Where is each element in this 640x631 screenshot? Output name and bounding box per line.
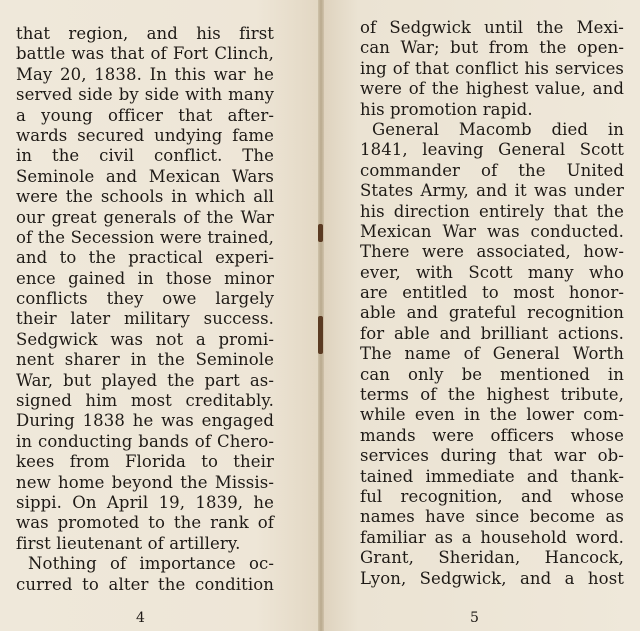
text-line: ful recognition, and whose [360, 486, 624, 506]
text-line: wards secured undying fame [16, 125, 274, 145]
text-line: first lieutenant of artillery. [16, 533, 241, 553]
text-line: were of the highest value, and [360, 79, 624, 99]
text-line: nent sharer in the Seminole [16, 350, 274, 370]
text-line: The name of General Worth [360, 344, 624, 364]
text-line: battle was that of Fort Clinch, [16, 44, 274, 64]
text-line: curred to alter the condition [16, 574, 274, 594]
text-line: Seminole and Mexican Wars [16, 166, 274, 186]
text-line: were the schools in which all [16, 187, 274, 207]
text-line: General Macomb died in [372, 119, 624, 139]
text-line: that region, and his first [16, 24, 274, 43]
page-number-right: 5 [470, 610, 479, 626]
text-line: conflicts they owe largely [16, 289, 274, 309]
text-line: able and grateful recognition [360, 303, 624, 323]
right-page-text [360, 18, 624, 589]
text-line: his promotion rapid. [360, 99, 533, 119]
text-line: was promoted to the rank of [16, 513, 274, 533]
text-line: mands were officers whose [360, 425, 624, 445]
page-number-left: 4 [136, 610, 145, 626]
text-line: ing of that conflict his services [360, 58, 624, 78]
text-line: new home beyond the Missis- [16, 472, 274, 492]
text-line: tained immediate and thank- [360, 466, 624, 486]
text-line: sippi. On April 19, 1839, he [16, 492, 274, 512]
text-line: can War; but from the open- [360, 38, 624, 58]
text-line: of Sedgwick until the Mexi- [360, 18, 624, 37]
right-page [320, 0, 640, 631]
text-line: their later military success. [16, 309, 274, 329]
text-line: commander of the United [360, 160, 624, 180]
text-line: Lyon, Sedgwick, and a host [360, 568, 624, 588]
text-line: for able and brilliant actions. [360, 323, 624, 343]
text-line: May 20, 1838. In this war he [16, 64, 274, 84]
text-line: signed him most creditably. [16, 391, 274, 411]
text-line: ever, with Scott many who [360, 262, 624, 282]
text-line: There were associated, how- [360, 242, 624, 262]
text-line: States Army, and it was under [360, 181, 624, 201]
left-page-text [16, 24, 274, 595]
text-line: names have since become as [360, 507, 624, 527]
text-line: ence gained in those minor [16, 268, 274, 288]
binding-stitch-mark [318, 224, 323, 242]
text-line: Grant, Sheridan, Hancock, [360, 548, 624, 568]
text-line: kees from Florida to their [16, 452, 274, 472]
text-line: Sedgwick was not a promi- [16, 329, 274, 349]
text-line: War, but played the part as- [16, 370, 274, 390]
text-line: of the Secession were trained, [16, 227, 274, 247]
text-line: in the civil conflict. The [16, 146, 274, 166]
text-line: a young officer that after- [16, 105, 274, 125]
text-line: services during that war ob- [360, 446, 624, 466]
text-line: familiar as a household word. [360, 527, 624, 547]
text-line: terms of the highest tribute, [360, 385, 624, 405]
text-line: During 1838 he was engaged [16, 411, 274, 431]
text-line: his direction entirely that the [360, 201, 624, 221]
text-line: and to the practical experi- [16, 248, 274, 268]
text-line: 1841, leaving General Scott [360, 140, 624, 160]
text-line: in conducting bands of Chero- [16, 431, 274, 451]
text-line: Mexican War was conducted. [360, 221, 624, 241]
text-line: our great generals of the War [16, 207, 274, 227]
text-line: Nothing of importance oc- [28, 554, 274, 574]
binding-stitch-mark [318, 316, 323, 354]
text-line: served side by side with many [16, 85, 274, 105]
text-line: can only be mentioned in [360, 364, 624, 384]
text-line: while even in the lower com- [360, 405, 624, 425]
text-line: are entitled to most honor- [360, 283, 624, 303]
